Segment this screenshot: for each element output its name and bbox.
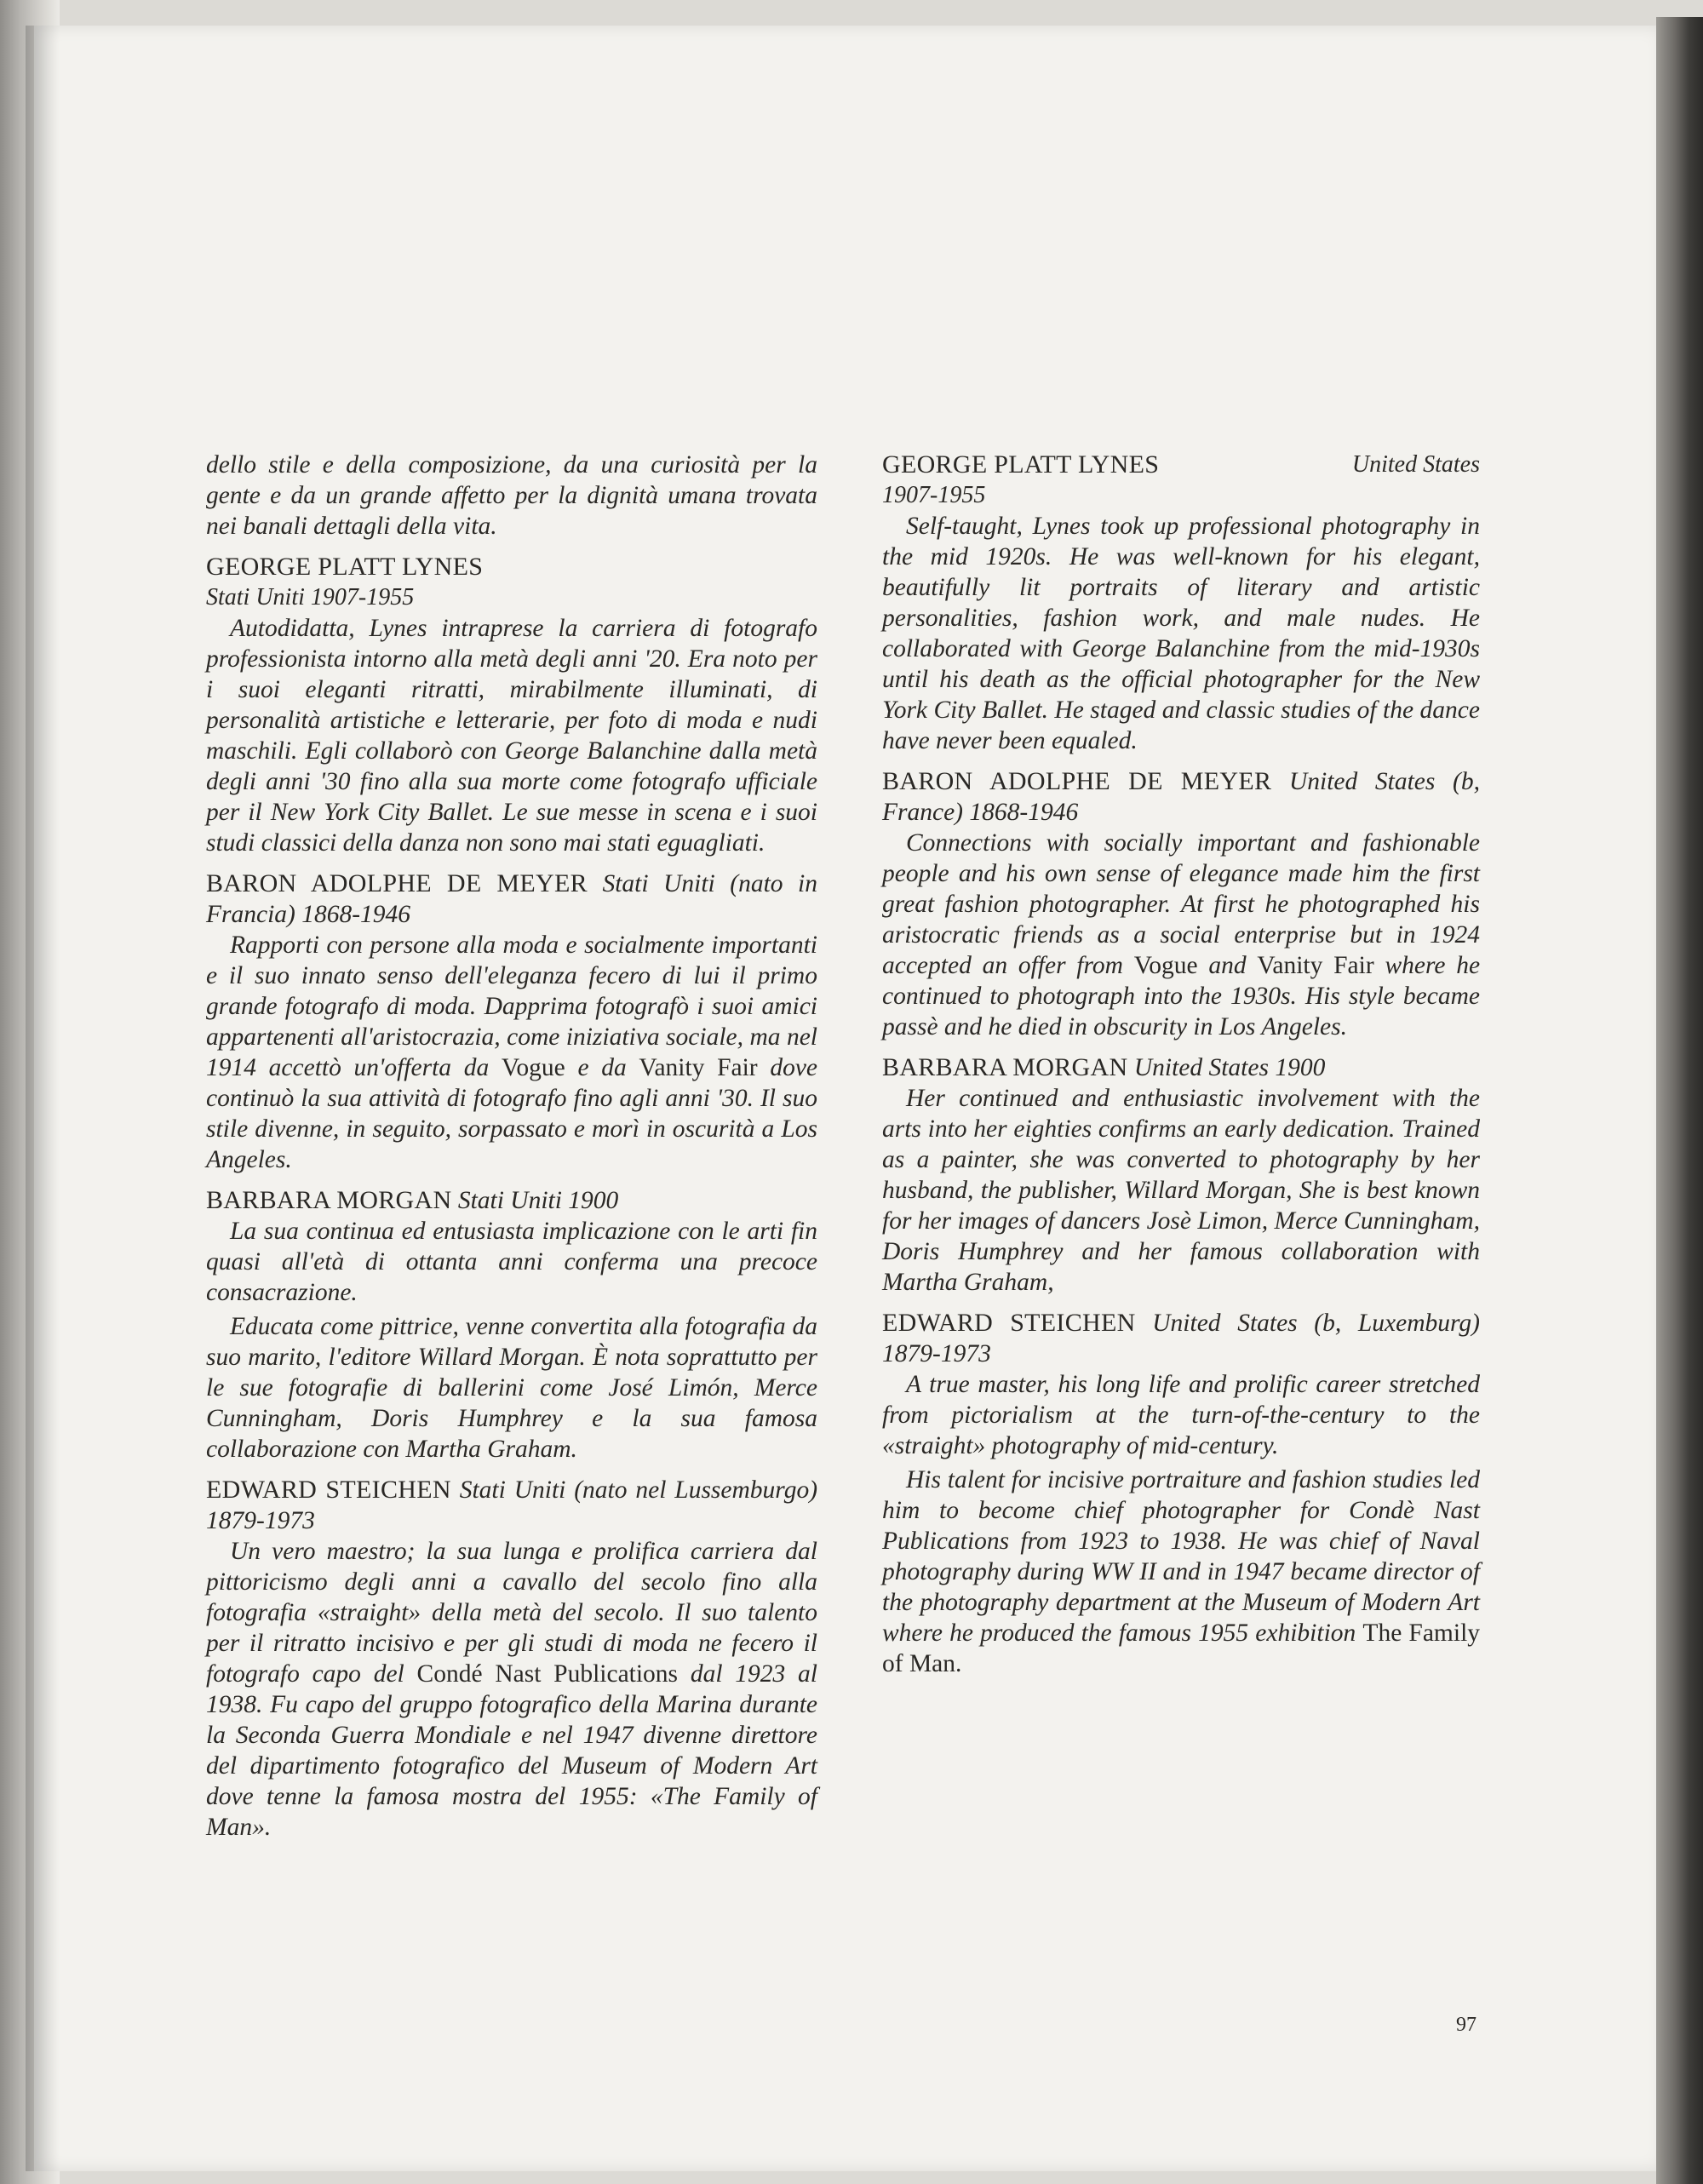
entry-name: EDWARD STEICHEN xyxy=(206,1476,451,1504)
entry-meta: United States 1900 xyxy=(1133,1054,1326,1081)
english-column xyxy=(882,450,1480,1689)
entry-heading-line xyxy=(882,766,1480,828)
magazine-title: Vanity Fair xyxy=(1257,952,1374,979)
entry-morgan-en xyxy=(882,1052,1480,1298)
exhibition-title: The Family of Man. xyxy=(882,1619,1481,1677)
entry-name: GEORGE PLATT LYNES xyxy=(882,450,1160,479)
entry-meta: United States (b, Luxemburg) 1879-1973 xyxy=(882,1310,1481,1367)
entry-meyer-en xyxy=(882,766,1480,1042)
page-number: 97 xyxy=(1456,2014,1477,2036)
intro-paragraph: dello stile e della composizione, da una curiosità per la gente e da un grande affetto per la dignità umana trovata nei banali dettagli della vita. xyxy=(206,451,817,540)
entry-text: Her continued and enthusiastic involvement with the arts into her eighties confirms an early dedication. Trained as a painter, she was converted to photography by her husband, the publisher, Willard Morgan, She is best known for her images of dancers Josè Limon, Merce Cunningham, Doris Humphrey and her famous collaboration with Martha Graham, xyxy=(882,1085,1480,1296)
entry-text: Autodidatta, Lynes intraprese la carriera di fotografo professionista intorno alla metà degli anni '20. Era noto per i suoi eleganti ritratti, mirabilmente illuminati, di personalità artistiche e letterarie, per foto di moda e nudi maschili. Egli collaborò con George Balanchine dalla metà degli anni '30 fino alla sua morte come fotografo ufficiale per il New York City Ballet. Le sue messe in scena e i suoi studi classici della danza non sono mai stati eguagliati. xyxy=(206,615,817,857)
entry-text: Educata come pittrice, venne convertita alla fotografia da suo marito, l'editore Willard Morgan. È nota soprattutto per le sue fotografie di ballerini come José Limón, Merce Cunningham, Doris Humphrey e la sua famosa collaborazione con Martha Graham. xyxy=(206,1313,817,1463)
entry-meta: Stati Uniti (nato in Francia) 1868-1946 xyxy=(206,870,817,928)
entry-heading-line xyxy=(882,1052,1480,1083)
entry-meta: United States (b, France) 1868-1946 xyxy=(882,768,1480,826)
entry-name: GEORGE PLATT LYNES xyxy=(206,553,484,581)
entry-text: La sua continua ed entusiasta implicazione con le arti fin quasi all'età di ottanta anni conferma una precoce consacrazione. xyxy=(206,1218,817,1306)
entry-text: Self-taught, Lynes took up professional photography in the mid 1920s. He was well-known for his elegant, beautifully lit portraits of literary and artistic personalities, fashion work, and male nudes. He collaborated with George Balanchine from the mid-1930s until his death as the official photographer for the New York City Ballet. He staged and classic studies of the dance have never been equaled. xyxy=(882,513,1480,754)
italian-column xyxy=(206,450,817,1853)
magazine-title: Vanity Fair xyxy=(639,1054,758,1081)
entry-steichen-en xyxy=(882,1308,1480,1679)
entry-lynes-en xyxy=(882,450,1480,756)
entry-meta: Stati Uniti 1900 xyxy=(457,1187,619,1214)
entry-heading-line xyxy=(882,450,1480,480)
entry-name: BARON ADOLPHE DE MEYER xyxy=(206,869,588,897)
entry-heading-line xyxy=(882,1308,1480,1369)
entry-text: A true master, his long life and prolific career stretched from pictorialism at the turn-of-the-century to the «straight» photography of mid-century. xyxy=(882,1371,1480,1459)
magazine-title: Vogue xyxy=(501,1054,565,1081)
entry-country: United States xyxy=(1351,451,1480,478)
entry-text: His talent for incisive portraiture and fashion studies led him to become chief photographer for Condè Nast Publications from 1923 to 1938. He was chief of Naval photography during WW II and in 1947 became director of the photography department at the Museum of Modern Art where he produced the famous 1955 exhibition The Family of Man. xyxy=(882,1466,1481,1677)
book-edge-right xyxy=(1656,17,1703,2184)
entry-steichen-it xyxy=(206,1475,817,1843)
entry-heading-line xyxy=(206,1185,817,1216)
entry-years: 1907-1955 xyxy=(882,482,986,508)
entry-name: BARON ADOLPHE DE MEYER xyxy=(882,767,1272,795)
entry-meyer-it xyxy=(206,868,817,1175)
page-fold-shadow xyxy=(26,26,60,2171)
entry-name: BARBARA MORGAN xyxy=(206,1186,452,1214)
entry-name: BARBARA MORGAN xyxy=(882,1053,1128,1081)
entry-text: Un vero maestro; la sua lunga e prolifica carriera dal pittoricismo degli anni a cavallo del secolo fino alla fotografia «straight» della metà del secolo. Il suo talento per il ritratto incisivo e per gli studi di moda ne fecero il fotografo capo del Condé Nast Publications dal 1923 al 1938. Fu capo del gruppo fotografico della Marina durante la Seconda Guerra Mondiale e nel 1947 divenne direttore del dipartimento fotografico del Museum of Modern Art dove tenne la famosa mostra del 1955: «The Family of Man». xyxy=(206,1538,818,1841)
entry-heading-line xyxy=(206,868,817,930)
entry-text: Rapporti con persone alla moda e socialmente importanti e il suo innato senso dell'eleganza fecero di lui il primo grande fotografo di moda. Dapprima fotografò i suoi amici appartenenti all'aristocrazia, come iniziativa sociale, ma nel 1914 accettò un'offerta da Vogue e da Vanity Fair dove continuò la sua attività di fotografo fino agli anni '30. Il suo stile divenne, in seguito, sorpassato e morì in oscurità a Los Angeles. xyxy=(206,931,818,1173)
entry-name: EDWARD STEICHEN xyxy=(882,1309,1136,1337)
entry-morgan-it xyxy=(206,1185,817,1465)
entry-meta: Stati Uniti (nato nel Lussemburgo) 1879-1973 xyxy=(206,1476,818,1534)
entry-text: Connections with socially important and fashionable people and his own sense of elegance made him the first great fashion photographer. At first he photographed his aristocratic friends as a social enterprise but in 1924 accepted an offer from Vogue and Vanity Fair where he continued to photograph into the 1930s. His style became passè and he died in obscurity in Los Angeles. xyxy=(882,829,1481,1040)
magazine-title: Vogue xyxy=(1133,952,1198,979)
entry-meta: Stati Uniti 1907-1955 xyxy=(206,584,415,610)
publisher-name: Condé Nast Publications xyxy=(416,1660,679,1688)
entry-lynes-it xyxy=(206,552,817,858)
entry-heading-line xyxy=(206,1475,817,1536)
